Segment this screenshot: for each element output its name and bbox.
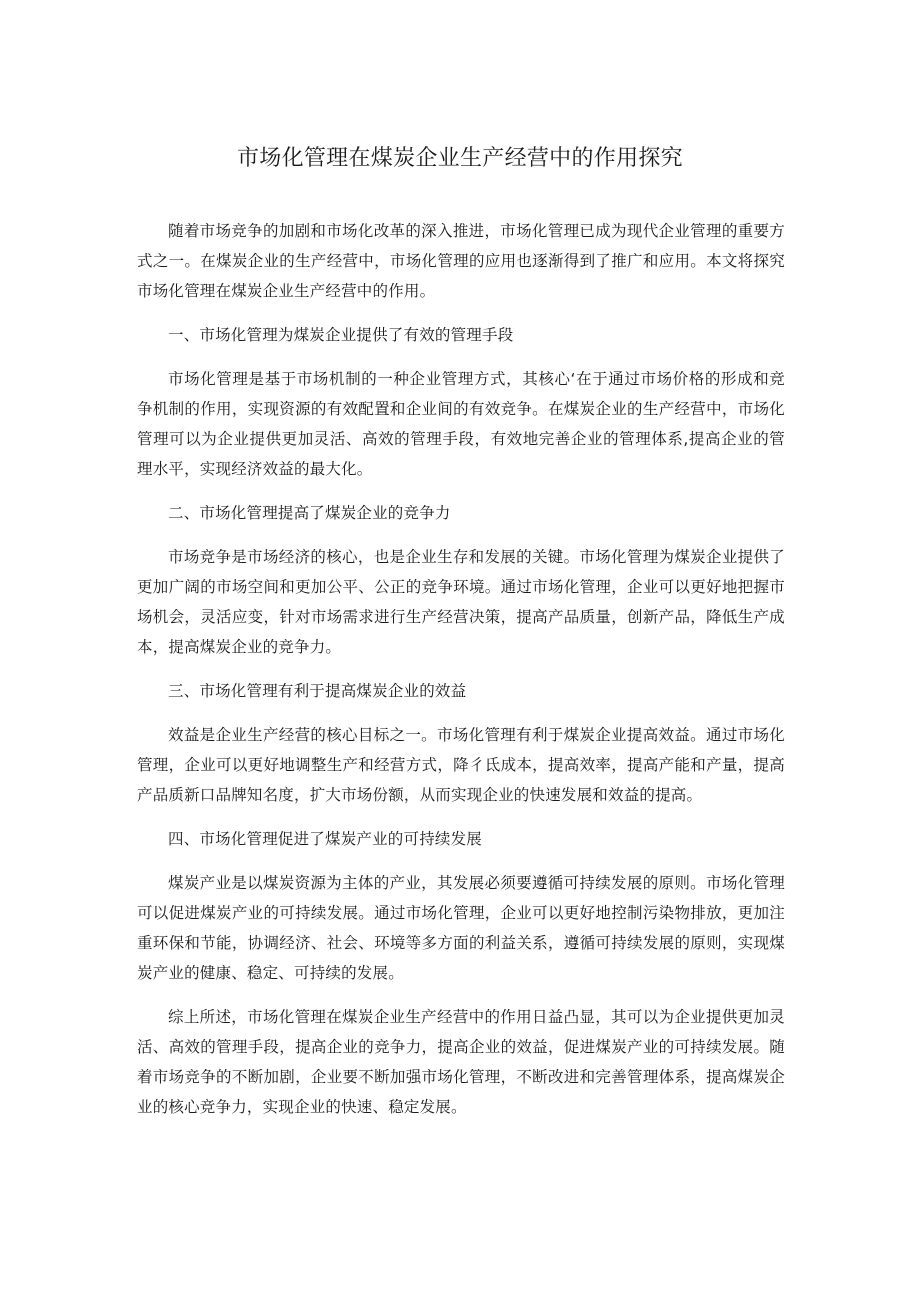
section-paragraph-2: 市场竞争是市场经济的核心，也是企业生存和发展的关键。市场化管理为煤炭企业提供了更加广阔的市场空间和更加公平、公正的竞争环境。通过市场化管理，企业可以更好地把握市场机会，灵活应变，针对市场需求进行生产经营决策，提高产品质量，创新产品，降低生产成本，提高煤炭企业的竞争力。: [137, 548, 785, 656]
document-body: [137, 216, 785, 1136]
section-paragraph-4: 煤炭产业是以煤炭资源为主体的产业，其发展必须要遵循可持续发展的原则。市场化管理可以促进煤炭产业的可持续发展。通过市场化管理，企业可以更好地控制污染物排放，更加注重环保和节能，协调经济、社会、环境等多方面的利益关系，遵循可持续发展的原则，实现煤炭产业的健康、稳定、可持续的发展。: [137, 874, 785, 982]
section-heading-4: 四、市场化管理促进了煤炭产业的可持续发展: [168, 830, 483, 848]
conclusion-paragraph: 综上所述，市场化管理在煤炭企业生产经营中的作用日益凸显，其可以为企业提供更加灵活、高效的管理手段，提高企业的竞争力，提高企业的效益，促进煤炭产业的可持续发展。随着市场竞争的不断加剧，企业要不断加强市场化管理，不断改进和完善管理体系，提高煤炭企业的核心竞争力，实现企业的快速、稳定发展。: [137, 1008, 785, 1116]
section-paragraph-1: 市场化管理是基于市场机制的一种企业管理方式，其核心‘在于通过市场价格的形成和竞争机制的作用，实现资源的有效配置和企业间的有效竞争。在煤炭企业的生产经营中，市场化管理可以为企业提供更加灵活、高效的管理手段，有效地完善企业的管理体系,提高企业的管理水平，实现经济效益的最大化。: [137, 370, 785, 478]
intro-paragraph: 随着市场竞争的加剧和市场化改革的深入推进，市场化管理已成为现代企业管理的重要方式之一。在煤炭企业的生产经营中，市场化管理的应用也逐渐得到了推广和应用。本文将探究市场化管理在煤炭企业生产经营中的作用。: [137, 222, 785, 300]
section-heading-2: 二、市场化管理提高了煤炭企业的竞争力: [168, 504, 451, 522]
section-heading-3: 三、市场化管理有利于提高煤炭企业的效益: [168, 682, 467, 700]
section-heading-1: 一、市场化管理为煤炭企业提供了有效的管理手段: [168, 326, 514, 344]
document-title: 市场化管理在煤炭企业生产经营中的作用探究: [236, 146, 683, 171]
section-paragraph-3: 效益是企业生产经营的核心目标之一。市场化管理有利于煤炭企业提高效益。通过市场化管理，企业可以更好地调整生产和经营方式，降彳氐成本，提高效率，提高产能和产量，提高产品质新口品牌知名度，扩大市场份额，从而实现企业的快速发展和效益的提高。: [137, 726, 785, 804]
